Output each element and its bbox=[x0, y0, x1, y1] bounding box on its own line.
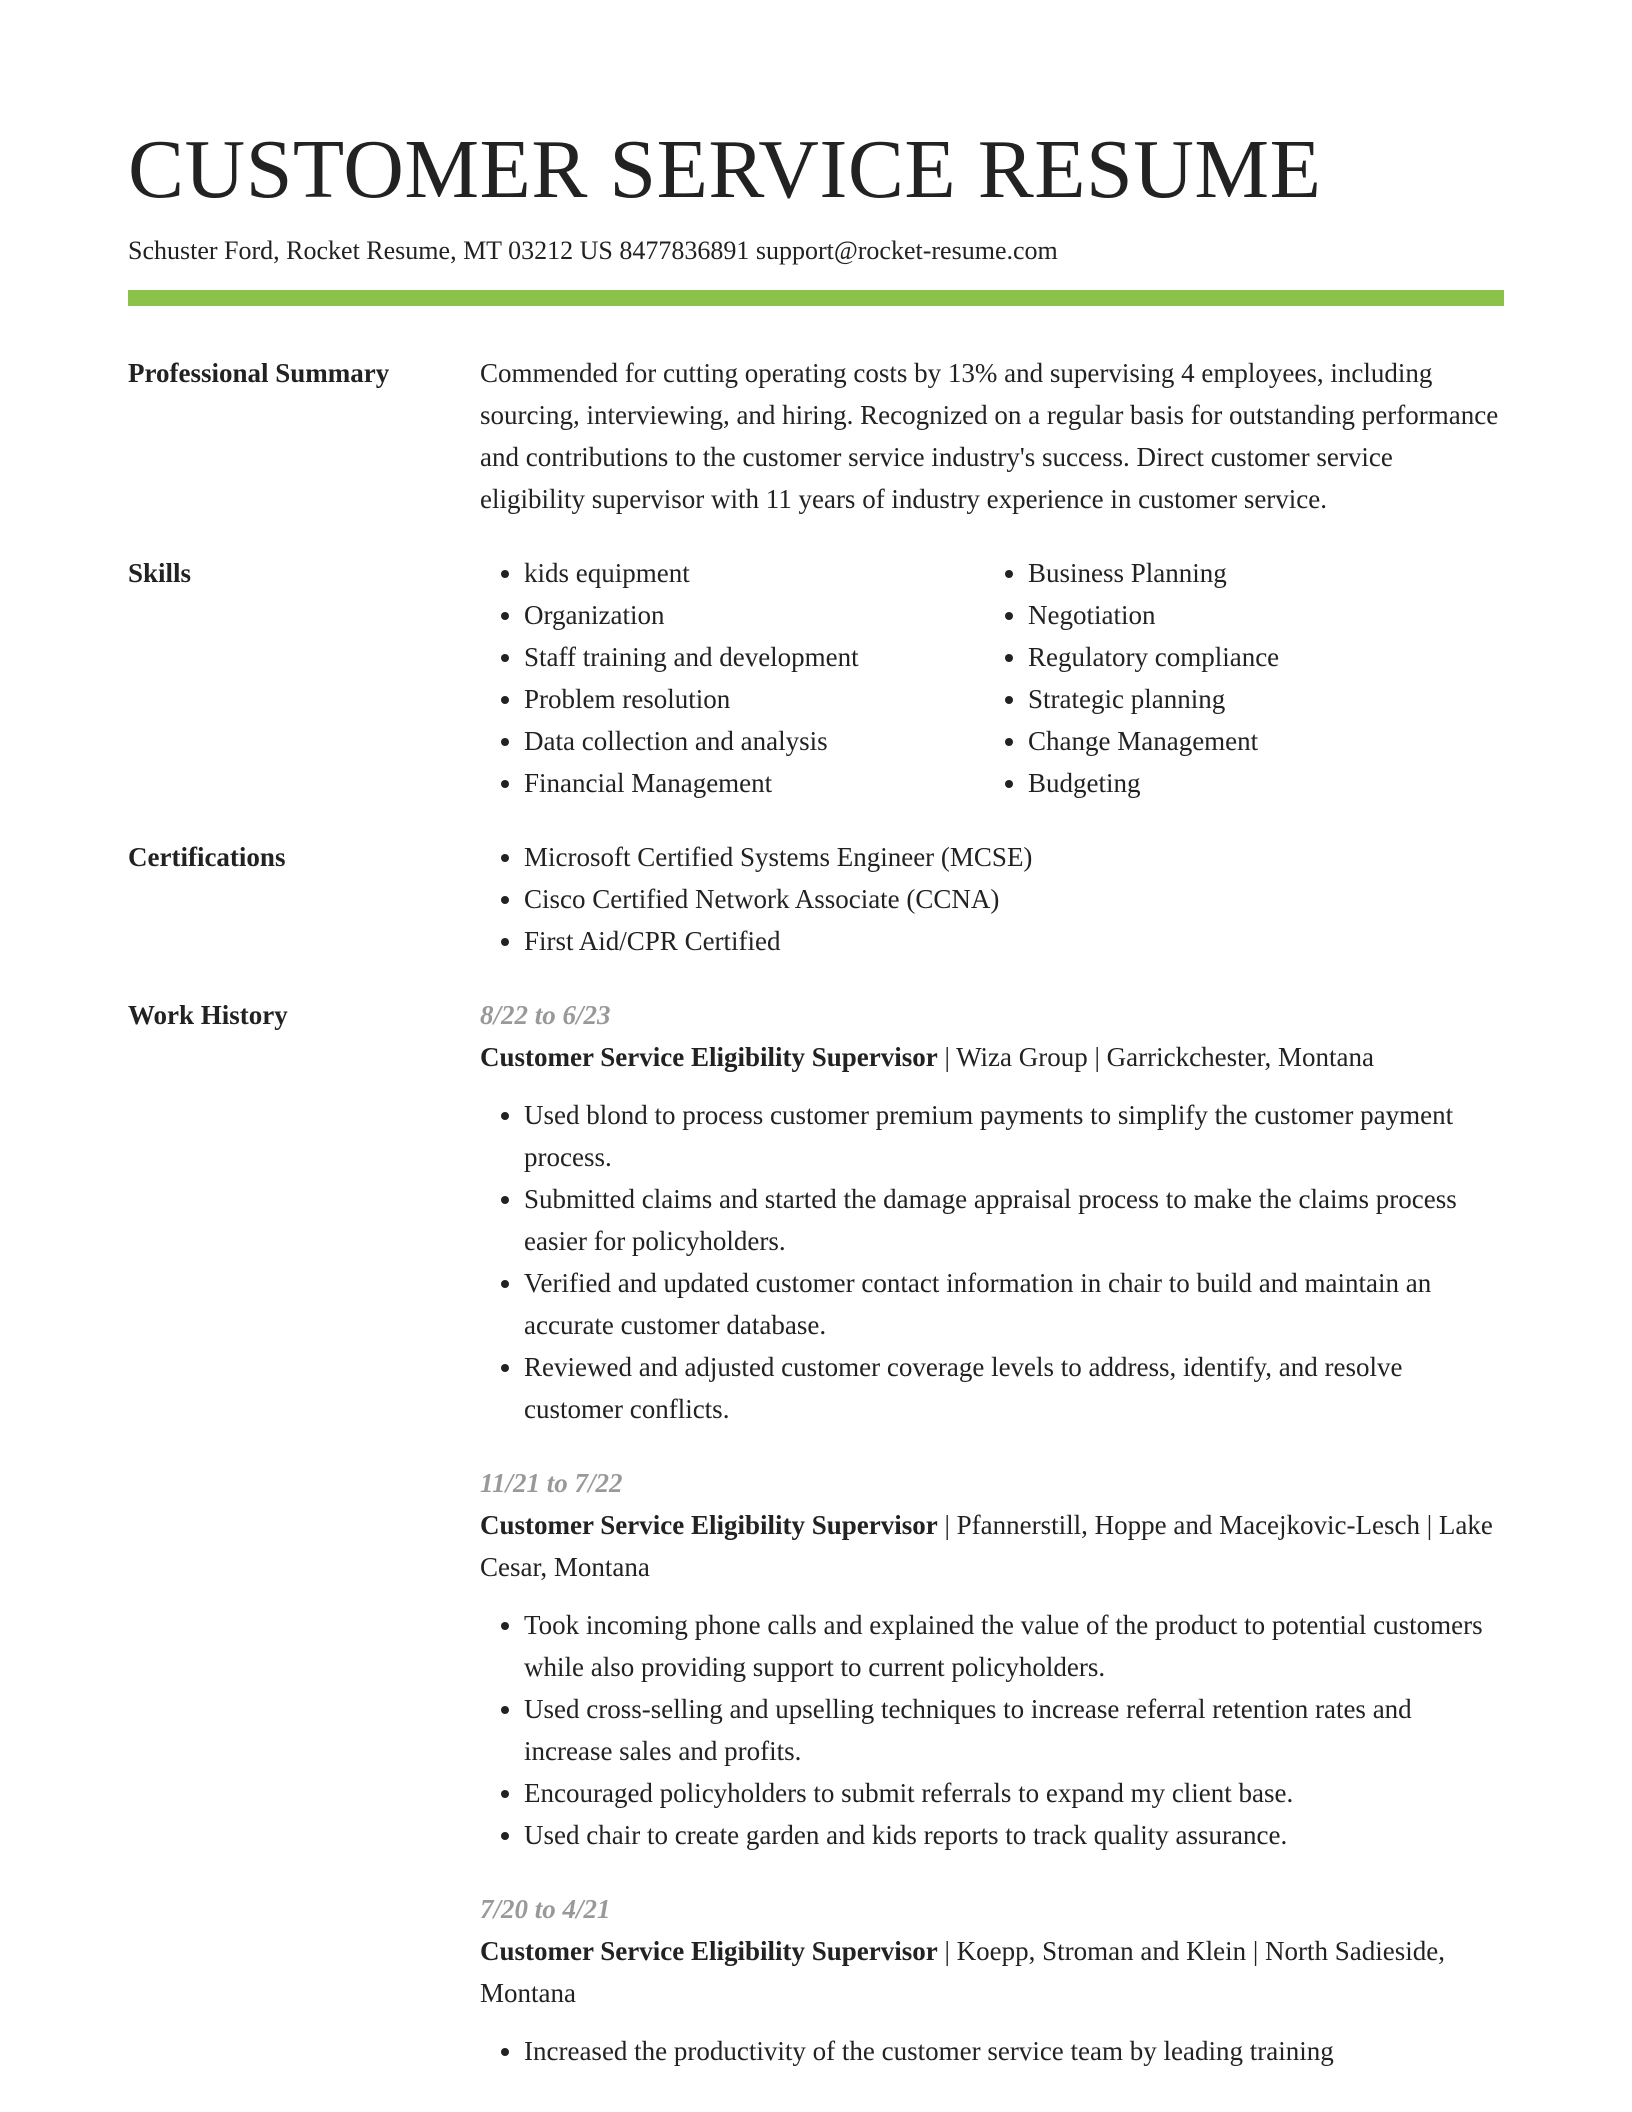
skill-item: • Financial Management bbox=[524, 762, 984, 804]
certifications-list bbox=[480, 836, 1504, 962]
job-title: Customer Service Eligibility Supervisor bbox=[480, 1936, 938, 1966]
section-label-certifications: Certifications bbox=[128, 842, 286, 872]
job-bullets bbox=[480, 2030, 1504, 2072]
skill-item: • Strategic planning bbox=[1028, 678, 1488, 720]
job-bullet: • Reviewed and adjusted customer coverage levels to address, identify, and resolve customer conflicts. bbox=[524, 1346, 1504, 1430]
job-header bbox=[480, 1504, 1504, 1588]
job-bullets bbox=[480, 1094, 1504, 1430]
job-entry bbox=[480, 1462, 1504, 1856]
job-bullet: • Used chair to create garden and kids reports to track quality assurance. bbox=[524, 1814, 1504, 1856]
job-title: Customer Service Eligibility Supervisor bbox=[480, 1510, 938, 1540]
skill-item: • Regulatory compliance bbox=[1028, 636, 1488, 678]
certifications-body bbox=[480, 836, 1504, 962]
skill-item: • Business Planning bbox=[1028, 552, 1488, 594]
contact-line: Schuster Ford, Rocket Resume, MT 03212 US 8477836891 support@rocket-resume.com bbox=[128, 236, 1058, 265]
job-dates: 8/22 to 6/23 bbox=[480, 1000, 611, 1030]
skill-item: • Organization bbox=[524, 594, 984, 636]
certification-item: • Cisco Certified Network Associate (CCNA) bbox=[524, 878, 1504, 920]
job-bullet: • Submitted claims and started the damage appraisal process to make the claims process easier for policyholders. bbox=[524, 1178, 1504, 1262]
section-label-summary: Professional Summary bbox=[128, 358, 390, 388]
skill-item: • Problem resolution bbox=[524, 678, 984, 720]
summary-body bbox=[480, 352, 1504, 520]
skill-item: • Staff training and development bbox=[524, 636, 984, 678]
resume-title: CUSTOMER SERVICE RESUME bbox=[128, 123, 1322, 216]
job-bullet: • Increased the productivity of the customer service team by leading training bbox=[524, 2030, 1504, 2072]
job-details: | Pfannerstill, Hoppe and Macejkovic-Lesch | Lake Cesar, Montana bbox=[480, 1510, 1493, 1582]
section-label-work-history: Work History bbox=[128, 1000, 288, 1030]
skills-list-left bbox=[480, 552, 984, 804]
certification-item: • Microsoft Certified Systems Engineer (MCSE) bbox=[524, 836, 1504, 878]
skill-item: • Budgeting bbox=[1028, 762, 1488, 804]
job-details: | Wiza Group | Garrickchester, Montana bbox=[937, 1042, 1374, 1072]
summary-text: Commended for cutting operating costs by 13% and supervising 4 employees, including sourcing, interviewing, and hiring. Recognized on a regular basis for outstanding performance and contributions to the customer service industry's success. Direct customer service eligibility supervisor with 11 years of industry experience in customer service. bbox=[480, 358, 1499, 514]
job-title: Customer Service Eligibility Supervisor bbox=[480, 1042, 938, 1072]
skill-item: • kids equipment bbox=[524, 552, 984, 594]
work-history-body bbox=[480, 994, 1504, 2104]
job-bullet: • Used blond to process customer premium payments to simplify the customer payment process. bbox=[524, 1094, 1504, 1178]
job-bullet: • Took incoming phone calls and explained the value of the product to potential customers while also providing support to current policyholders. bbox=[524, 1604, 1504, 1688]
summary-section bbox=[128, 352, 1504, 520]
skill-item: • Negotiation bbox=[1028, 594, 1488, 636]
job-entry bbox=[480, 1888, 1504, 2072]
job-bullets bbox=[480, 1604, 1504, 1856]
job-entry bbox=[480, 994, 1504, 1430]
skill-item: • Change Management bbox=[1028, 720, 1488, 762]
section-label-skills: Skills bbox=[128, 558, 192, 588]
job-header bbox=[480, 1036, 1504, 1078]
skills-grid bbox=[480, 552, 1504, 804]
skills-section bbox=[128, 552, 1504, 804]
certifications-section bbox=[128, 836, 1504, 962]
job-dates: 11/21 to 7/22 bbox=[480, 1468, 623, 1498]
job-bullet: • Encouraged policyholders to submit referrals to expand my client base. bbox=[524, 1772, 1504, 1814]
certification-item: • First Aid/CPR Certified bbox=[524, 920, 1504, 962]
accent-divider bbox=[128, 290, 1504, 306]
job-bullet: • Used cross-selling and upselling techniques to increase referral retention rates and increase sales and profits. bbox=[524, 1688, 1504, 1772]
job-header bbox=[480, 1930, 1504, 2014]
work-history-section bbox=[128, 994, 1504, 2104]
skill-item: • Data collection and analysis bbox=[524, 720, 984, 762]
job-dates: 7/20 to 4/21 bbox=[480, 1894, 611, 1924]
resume-page bbox=[128, 120, 1504, 2104]
job-details: | Koepp, Stroman and Klein | North Sadieside, Montana bbox=[480, 1936, 1445, 2008]
job-bullet: • Verified and updated customer contact information in chair to build and maintain an accurate customer database. bbox=[524, 1262, 1504, 1346]
skills-list-right bbox=[984, 552, 1488, 804]
